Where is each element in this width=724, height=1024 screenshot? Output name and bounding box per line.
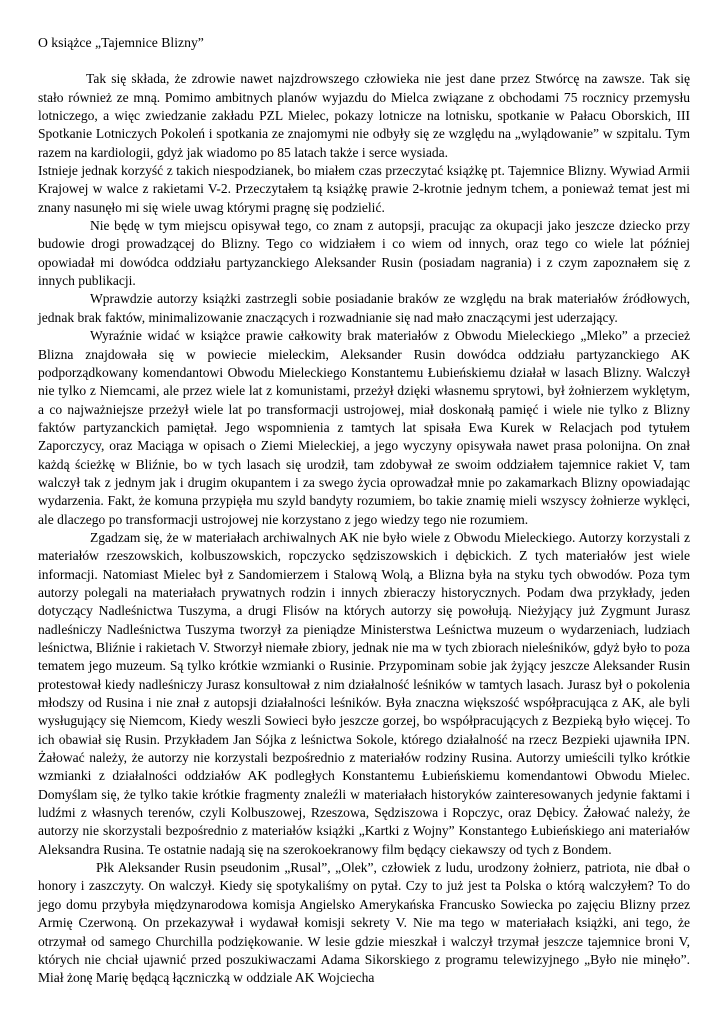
paragraph-autopsy: Nie będę w tym miejscu opisywał tego, co znam z autopsji, pracując za okupacji jako jeszcze dziecko przy budowie drogi prowadzącej do Blizny. Tego co widziałem i co wiem od innych, oraz tego co wiele lat później opowiadał mi dowódca oddziału partyzanckiego Aleksander Rusin (posiadam nagrania) i z czym zapoznałem się z innych publikacji. — [38, 218, 690, 289]
document-page — [38, 34, 690, 988]
paragraph-rusin: Płk Aleksander Rusin pseudonim „Rusal”, „Olek”, człowiek z ludu, urodzony żołnierz, patriota, nie dbał o honory i zaszczyty. On walczył. Kiedy się spotykaliśmy on pytał. Czy to już jest ta Polska o którą walczyłem? To do jego domu przybyła międzynarodowa komisja Angielsko Amerykańska Francusko Sowiecka po zajęciu Blizny przez Armię Czerwoną. On przekazywał i wydawał komisji sekrety V. Nie ma tego w materiałach książki, ani tego, że otrzymał od samego Churchilla podziękowanie. W lesie gdzie mieszkał i walczył trzymał jeszcze tajemnice broni V, których nie chciał ujawnić przed poszukiwaczami Adama Sikorskiego z programu telewizyjnego „Było nie minęło”. Miał żonę Marię będącą łączniczką w oddziale AK Wojciecha — [38, 860, 690, 986]
paragraph-book-reading: Istnieje jednak korzyść z takich niespodzianek, bo miałem czas przeczytać książkę pt. Tajemnice Blizny. Wywiad Armii Krajowej w walce z rakietami V-2. Przeczytałem tą książkę prawie 2-krotnie jednym tchem, a ponieważ temat jest mi znany nasunęło mi się wiele uwag którymi pragnę się podzielić. — [38, 163, 690, 215]
paragraph-authors-gaps: Wprawdzie autorzy książki zastrzegli sobie posiadanie braków ze względu na brak materiałów źródłowych, jednak brak faktów, minimalizowanie znaczących i rozwadnianie się nad mało znaczącymi jest uderzający. — [38, 291, 690, 325]
paragraph-health: Tak się składa, że zdrowie nawet najzdrowszego człowieka nie jest dane przez Stwórcę na zawsze. Tak się stało również ze mną. Pomimo ambitnych planów wyjazdu do Mielca związane z obchodami 75 rocznicy przemysłu lotniczego, a więc zwiedzanie zakładu PZL Mielec, pokazy lotnicze na lotnisku, spotkanie w Pałacu Oborskich, III Spotkanie Lotniczych Pokoleń i spotkania ze znajomymi nie odbyły się ze względu na „wylądowanie” w szpitalu. Tym razem na kardiologii, gdyż jak wiadomo po 85 latach także i serce wysiada. — [38, 71, 690, 160]
document-title: O książce „Tajemnice Blizny” — [38, 35, 204, 50]
paragraph-mielec-district: Wyraźnie widać w książce prawie całkowity brak materiałów z Obwodu Mieleckiego „Mleko” a przecież Blizna znajdowała się w powiecie mieleckim, Aleksander Rusin dowódca oddziału partyzanckiego AK podporządkowany komendantowi Obwodu Mieleckiego Konstantemu Łubieńskiemu działał w lasach Blizny. Walczył nie tylko z Niemcami, ale przez wiele lat z komunistami, przeżył dzięki własnemu sprytowi, był żołnierzem wyklętym, a co najważniejsze przeżył wiele lat po transformacji ustrojowej, miał doskonałą pamięć i wiele nie tylko z Blizny faktów partyzanckich pamiętał. Jego wspomnienia z tamtych lat spisała Ewa Kurek w Relacjach pod tytułem Zaporczycy, oraz Maciąga w opisach o Ziemi Mieleckiej, a jego wyczyny opisywała nawet prasa polonijna. On znał każdą ścieżkę w Bliźnie, bo w tych lasach się urodził, tam zdobywał ze swoim oddziałem tajemnice rakiet V, tam walczył tak z jednym jak i drugim okupantem i za swego życia oprowadzał mnie po zakamarkach Blizny opowiadając wydarzenia. Fakt, że komuna przypięła mu szyld bandyty rozumiem, bo takie znamię mieli wszyscy żołnierze wyklęci, ale dlaczego po transformacji ustrojowej nie korzystano z jego wiedzy tego nie rozumiem. — [38, 328, 690, 527]
paragraph-archives: Zgadzam się, że w materiałach archiwalnych AK nie było wiele z Obwodu Mieleckiego. Autorzy korzystali z materiałów rzeszowskich, kolbuszowskich, ropczycko sędziszowskich i dębickich. Z tych materiałów jest wiele informacji. Natomiast Mielec był z Sandomierzem i Stalową Wolą, a Blizna była na styku tych obwodów. Poza tym autorzy polegali na materiałach prywatnych rodzin i innych zbieraczy historycznych. Podam dwa przykłady, jeden dotyczący Nadleśnictwa Tuszyma, a drugi Flisów na których autorzy się powołują. Nieżyjący już Zygmunt Jurasz nadleśniczy Nadleśnictwa Tuszyma tworzył za pieniądze Ministerstwa Leśnictwa muzeum o wydarzeniach, ludziach leśnictwa, Bliźnie i rakietach V. Stworzył niemałe zbiory, jednak nie ma w tych zbiorach nieleśników, gdyż było to poza tematem jego muzeum. Są tylko krótkie wzmianki o Rusinie. Przypominam sobie jak żyjący jeszcze Aleksander Rusin protestował kiedy nadleśniczy Jurasz konsultował z nim działalność leśników w tamtych lasach. Jurasz był o pokolenia młodszy od Rusina i nie znał z autopsji działalności leśników. Była znaczna większość współpracująca z AK, ale byli wysługujący się Niemcom, Kiedy weszli Sowieci było jeszcze gorzej, bo współpracujących z Bezpieką było więcej. To ich obawiał się Rusin. Przykładem Jan Sójka z leśnictwa Sokole, którego działalność na rzecz Bezpieki ujawniła IPN. Żałować należy, że autorzy nie korzystali bezpośrednio z materiałów rodziny Rusina. Autorzy umieścili tylko krótkie wzmianki z działalności oddziałów AK podległych Konstantemu Łubieńskiemu komendantowi Obwodu Mielec. Domyślam się, że tylko takie krótkie fragmenty znaleźli w materiałach historyków zainteresowanych jedynie faktami i ludźmi z własnych terenów, czyli Kolbuszowej, Rzeszowa, Sędziszowa i Ropczyc, oraz Dębicy. Żałować należy, że autorzy nie skorzystali bezpośrednio z materiałów książki „Kartki z Wojny” Konstantego Łubieńskiego ani materiałów Aleksandra Rusina. Te ostatnie nadają się na szerokoekranowy film będący ciekawszy od tych z Bondem. — [38, 529, 690, 857]
